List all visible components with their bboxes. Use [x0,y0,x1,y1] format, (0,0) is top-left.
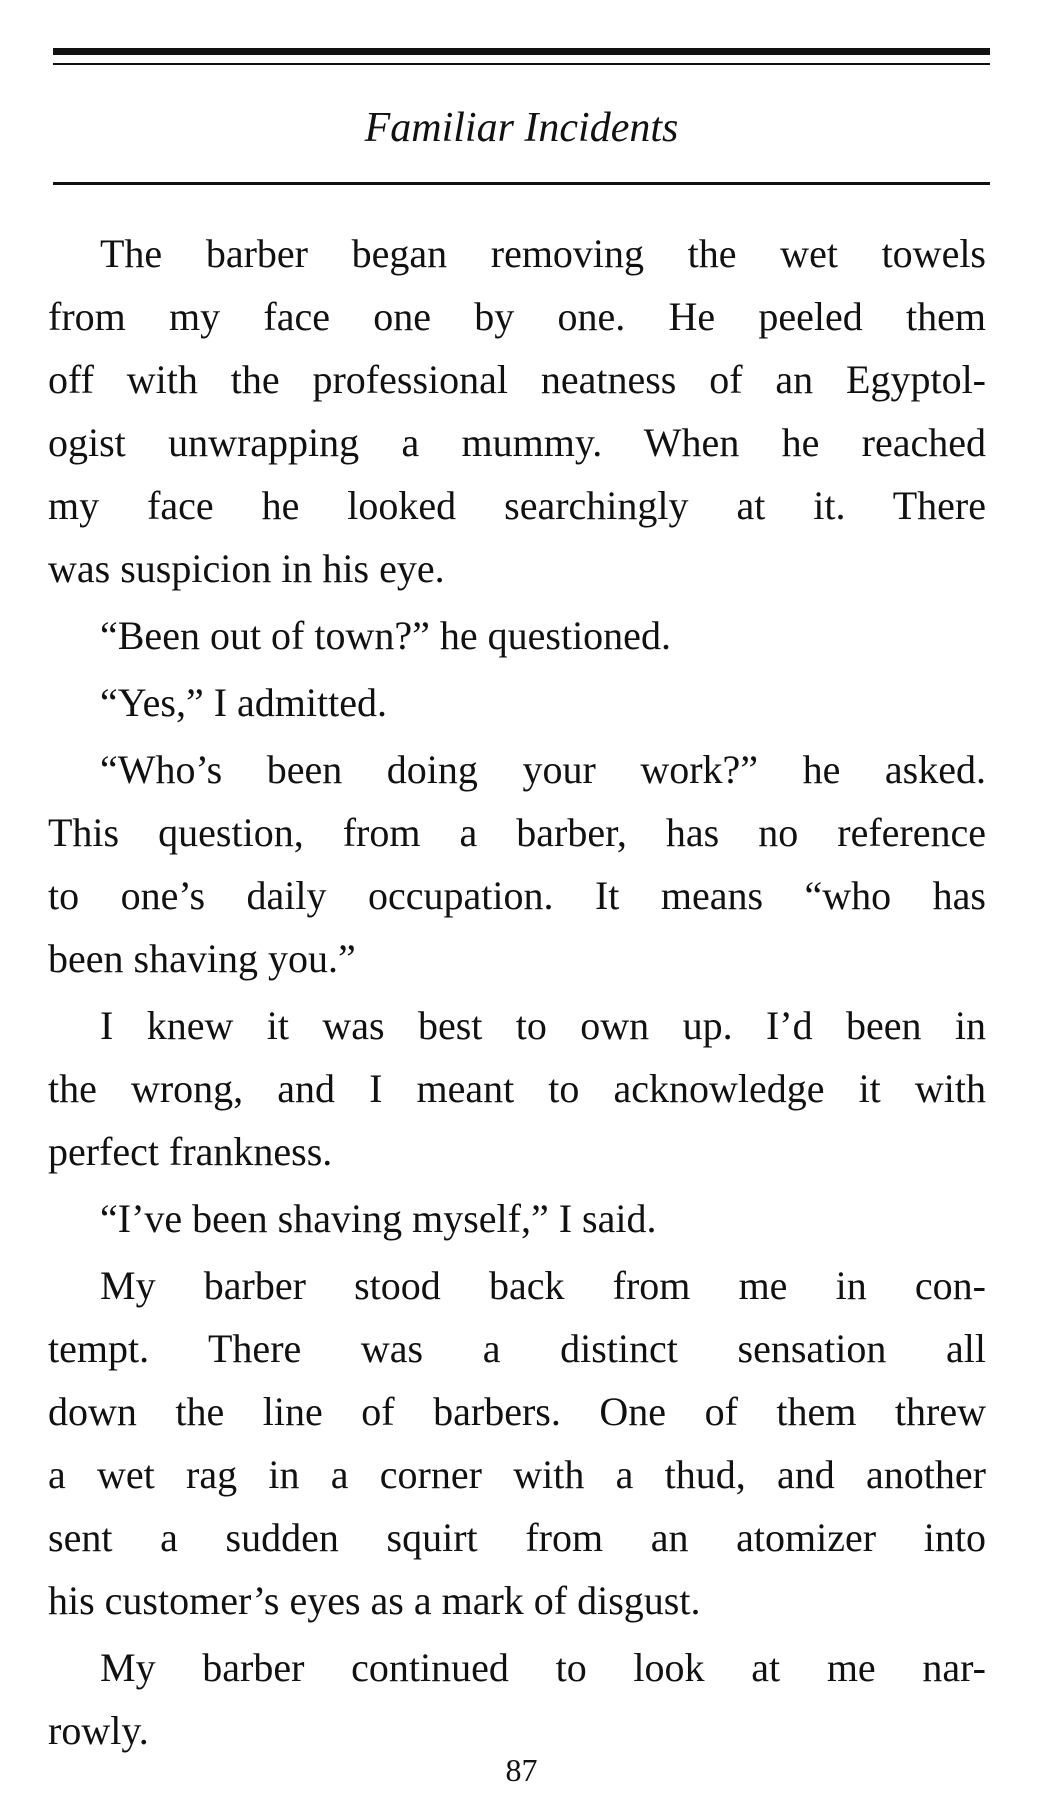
body-text [48,222,986,1762]
text-line: my face he looked searchingly at it. There [48,483,986,528]
top-thin-rule [53,63,990,65]
text-line: “Been out of town?” he questioned. [100,613,671,658]
top-heavy-rule [53,48,990,55]
text-line: “Yes,” I admitted. [100,680,387,725]
header-underline-rule [53,182,990,185]
text-line: was suspicion in his eye. [48,546,445,591]
text-line: ogist unwrapping a mummy. When he reached [48,420,986,465]
text-line: a wet rag in a corner with a thud, and another [48,1452,986,1497]
text-line: rowly. [48,1708,149,1753]
text-line: down the line of barbers. One of them threw [48,1389,986,1434]
text-line: My barber stood back from me in con- [100,1263,986,1308]
text-line: from my face one by one. He peeled them [48,294,986,339]
paragraph [48,1254,986,1632]
text-line: the wrong, and I meant to acknowledge it with [48,1066,986,1111]
text-line: My barber continued to look at me nar- [100,1645,986,1690]
paragraph [48,1636,986,1762]
paragraph [48,738,986,990]
paragraph [48,604,986,667]
running-title: Familiar Incidents [364,105,679,151]
page-number: 87 [505,1752,538,1788]
text-line: “Who’s been doing your work?” he asked. [100,747,986,792]
text-line: I knew it was best to own up. I’d been in [100,1003,986,1048]
text-line: to one’s daily occupation. It means “who has [48,873,986,918]
text-line: The barber began removing the wet towels [100,231,986,276]
text-line: tempt. There was a distinct sensation all [48,1326,986,1371]
paragraph [48,671,986,734]
text-line: “I’ve been shaving myself,” I said. [100,1196,657,1241]
paragraph [48,222,986,600]
paragraph [48,1187,986,1250]
text-line: his customer’s eyes as a mark of disgust. [48,1578,701,1623]
text-line: This question, from a barber, has no reference [48,810,986,855]
text-line: sent a sudden squirt from an atomizer into [48,1515,986,1560]
paragraph [48,994,986,1183]
text-line: perfect frankness. [48,1129,333,1174]
text-line: off with the professional neatness of an Egyptol- [48,357,986,402]
text-line: been shaving you.” [48,936,356,981]
